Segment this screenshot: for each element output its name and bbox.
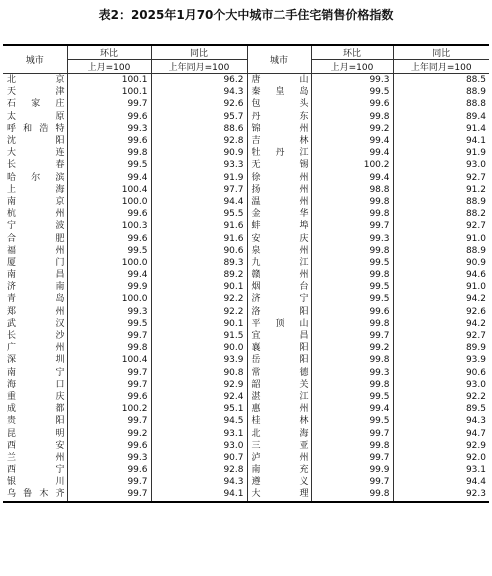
mom-right-cell: 99.6	[311, 306, 393, 318]
yoy-right-cell: 93.0	[465, 160, 486, 171]
mom-left-cell: 100.3	[67, 220, 151, 232]
city-left-cell: 乌鲁木齐	[3, 488, 67, 501]
table-row	[3, 111, 489, 123]
yoy-right-cell: 94.6	[465, 270, 486, 281]
mom-left-cell: 99.6	[67, 232, 151, 244]
mom-right-cell: 99.5	[311, 257, 393, 269]
yoy-left-cell: 91.9	[151, 172, 247, 184]
city-right-cell: 金华	[247, 208, 311, 220]
mom-right-cell: 99.8	[311, 440, 393, 452]
table-row	[3, 293, 489, 305]
city-right-cell: 丹东	[247, 111, 311, 123]
mom-left-cell: 99.3	[67, 452, 151, 464]
city-left-cell: 银川	[3, 476, 67, 488]
city-right-cell: 大理	[247, 488, 311, 501]
city-right-cell: 遵义	[247, 476, 311, 488]
mom-left-cell: 99.6	[67, 440, 151, 452]
city-right-cell: 洛阳	[247, 306, 311, 318]
city-right-cell: 唐山	[247, 74, 311, 87]
city-left-cell: 哈尔滨	[3, 172, 67, 184]
city-right-cell: 宜昌	[247, 330, 311, 342]
yoy-base-right: 上年同月=100	[393, 60, 489, 74]
mom-right-cell: 99.2	[311, 123, 393, 135]
city-right-cell: 无锡	[247, 159, 311, 171]
city-left-cell: 北京	[3, 74, 67, 87]
mom-left-cell: 99.6	[67, 111, 151, 123]
yoy-left-cell: 92.8	[151, 135, 247, 147]
city-right-cell: 烟台	[247, 281, 311, 293]
city-left-cell: 杭州	[3, 208, 67, 220]
mom-left-cell: 100.2	[67, 403, 151, 415]
yoy-right-cell: 93.1	[465, 465, 486, 476]
mom-left-cell: 99.6	[67, 464, 151, 476]
yoy-right-cell: 88.9	[465, 245, 486, 256]
mom-right-cell: 99.8	[311, 196, 393, 208]
city-left-cell: 南昌	[3, 269, 67, 281]
mom-left-cell: 99.5	[67, 159, 151, 171]
city-right-cell: 三亚	[247, 440, 311, 452]
yoy-left-cell: 94.3	[151, 476, 247, 488]
yoy-right-cell: 91.4	[465, 123, 486, 134]
city-left-cell: 重庆	[3, 391, 67, 403]
table-row	[3, 172, 489, 184]
yoy-right-cell: 92.6	[465, 306, 486, 317]
mom-header-left: 环比	[67, 45, 151, 60]
table-row	[3, 464, 489, 476]
yoy-right-cell: 88.9	[465, 196, 486, 207]
mom-base-left: 上月=100	[67, 60, 151, 74]
mom-left-cell: 99.3	[67, 306, 151, 318]
city-left-cell: 宁波	[3, 220, 67, 232]
mom-right-cell: 99.5	[311, 86, 393, 98]
mom-right-cell: 99.2	[311, 342, 393, 354]
yoy-left-cell: 91.5	[151, 330, 247, 342]
city-right-cell: 锦州	[247, 123, 311, 135]
city-left-cell: 济南	[3, 281, 67, 293]
mom-right-cell: 99.3	[311, 74, 393, 87]
yoy-left-cell: 93.9	[151, 354, 247, 366]
city-right-cell: 泸州	[247, 452, 311, 464]
mom-right-cell: 99.8	[311, 488, 393, 501]
mom-left-cell: 99.4	[67, 172, 151, 184]
mom-header-right: 环比	[311, 45, 393, 60]
city-left-cell: 西安	[3, 440, 67, 452]
table-row	[3, 98, 489, 110]
city-left-cell: 兰州	[3, 452, 67, 464]
mom-right-cell: 99.4	[311, 147, 393, 159]
mom-left-cell: 99.5	[67, 245, 151, 257]
yoy-right-cell: 91.0	[465, 282, 486, 293]
yoy-left-cell: 90.6	[151, 245, 247, 257]
yoy-right-cell: 91.0	[465, 233, 486, 244]
city-left-cell: 长春	[3, 159, 67, 171]
yoy-right-cell: 89.5	[465, 404, 486, 415]
city-right-cell: 惠州	[247, 403, 311, 415]
city-left-cell: 天津	[3, 86, 67, 98]
yoy-left-cell: 92.2	[151, 306, 247, 318]
yoy-right-cell: 89.4	[465, 111, 486, 122]
yoy-left-cell: 93.0	[151, 440, 247, 452]
mom-base-right: 上月=100	[311, 60, 393, 74]
city-right-cell: 安庆	[247, 232, 311, 244]
city-right-cell: 包头	[247, 98, 311, 110]
mom-left-cell: 99.7	[67, 379, 151, 391]
mom-right-cell: 99.8	[311, 111, 393, 123]
city-left-cell: 南宁	[3, 367, 67, 379]
table-title: 表2：2025年1月70个大中城市二手住宅销售价格指数	[98, 8, 394, 22]
yoy-left-cell: 90.9	[151, 147, 247, 159]
table-row	[3, 452, 489, 464]
mom-right-cell: 99.4	[311, 172, 393, 184]
mom-right-cell: 99.8	[311, 245, 393, 257]
table-row	[3, 208, 489, 220]
yoy-right-cell: 89.9	[465, 343, 486, 354]
city-left-cell: 呼和浩特	[3, 123, 67, 135]
table-row	[3, 269, 489, 281]
yoy-right-cell: 94.2	[465, 294, 486, 305]
city-left-cell: 昆明	[3, 427, 67, 439]
city-right-cell: 泉州	[247, 245, 311, 257]
mom-right-cell: 99.8	[311, 269, 393, 281]
mom-right-cell: 99.5	[311, 293, 393, 305]
yoy-left-cell: 94.3	[151, 86, 247, 98]
yoy-left-cell: 88.6	[151, 123, 247, 135]
yoy-right-cell: 88.2	[465, 209, 486, 220]
yoy-right-cell: 88.9	[465, 87, 486, 98]
city-right-cell: 扬州	[247, 184, 311, 196]
yoy-left-cell: 92.8	[151, 464, 247, 476]
city-header-left: 城市	[3, 45, 67, 74]
mom-left-cell: 99.9	[67, 281, 151, 293]
city-left-cell: 福州	[3, 245, 67, 257]
city-left-cell: 青岛	[3, 293, 67, 305]
yoy-right-cell: 88.8	[465, 99, 486, 110]
yoy-right-cell: 90.6	[465, 367, 486, 378]
yoy-right-cell: 88.5	[465, 75, 486, 86]
city-left-cell: 合肥	[3, 232, 67, 244]
table-row	[3, 367, 489, 379]
city-right-cell: 赣州	[247, 269, 311, 281]
yoy-right-cell: 93.0	[465, 379, 486, 390]
yoy-left-cell: 92.2	[151, 293, 247, 305]
table-body	[3, 74, 489, 502]
yoy-left-cell: 95.7	[151, 111, 247, 123]
city-left-cell: 海口	[3, 379, 67, 391]
table-row	[3, 318, 489, 330]
yoy-right-cell: 92.7	[465, 331, 486, 342]
table-row	[3, 379, 489, 391]
city-left-cell: 成都	[3, 403, 67, 415]
table-row	[3, 245, 489, 257]
mom-left-cell: 99.6	[67, 135, 151, 147]
city-right-cell: 岳阳	[247, 354, 311, 366]
yoy-left-cell: 92.4	[151, 391, 247, 403]
city-left-cell: 石家庄	[3, 98, 67, 110]
table-row	[3, 86, 489, 98]
mom-left-cell: 99.6	[67, 208, 151, 220]
table-row	[3, 476, 489, 488]
table-row	[3, 488, 489, 501]
mom-left-cell: 99.7	[67, 98, 151, 110]
table-row	[3, 159, 489, 171]
city-right-cell: 常德	[247, 367, 311, 379]
city-right-cell: 秦皇岛	[247, 86, 311, 98]
mom-right-cell: 99.7	[311, 330, 393, 342]
yoy-right-cell: 92.7	[465, 221, 486, 232]
mom-left-cell: 100.1	[67, 86, 151, 98]
yoy-left-cell: 94.4	[151, 196, 247, 208]
mom-right-cell: 99.5	[311, 415, 393, 427]
yoy-right-cell: 91.2	[465, 184, 486, 195]
mom-left-cell: 99.7	[67, 488, 151, 501]
yoy-left-cell: 90.1	[151, 318, 247, 330]
yoy-header-right: 同比	[393, 45, 489, 60]
yoy-left-cell: 94.5	[151, 415, 247, 427]
yoy-right-cell: 94.2	[465, 318, 486, 329]
yoy-right-cell: 92.7	[465, 172, 486, 183]
city-right-cell: 桂林	[247, 415, 311, 427]
yoy-header-left: 同比	[151, 45, 247, 60]
mom-left-cell: 99.4	[67, 269, 151, 281]
mom-left-cell: 100.0	[67, 257, 151, 269]
yoy-left-cell: 93.1	[151, 427, 247, 439]
mom-right-cell: 99.7	[311, 452, 393, 464]
mom-right-cell: 98.8	[311, 184, 393, 196]
table-row	[3, 354, 489, 366]
mom-right-cell: 100.2	[311, 159, 393, 171]
city-right-cell: 韶关	[247, 379, 311, 391]
mom-left-cell: 99.8	[67, 342, 151, 354]
table-row	[3, 123, 489, 135]
table-row	[3, 403, 489, 415]
city-right-cell: 徐州	[247, 172, 311, 184]
mom-left-cell: 99.7	[67, 415, 151, 427]
table-row	[3, 196, 489, 208]
mom-right-cell: 99.3	[311, 232, 393, 244]
yoy-right-cell: 92.2	[465, 391, 486, 402]
city-right-cell: 南充	[247, 464, 311, 476]
table-row	[3, 184, 489, 196]
city-left-cell: 上海	[3, 184, 67, 196]
mom-right-cell: 99.8	[311, 208, 393, 220]
city-right-cell: 湛江	[247, 391, 311, 403]
mom-right-cell: 99.4	[311, 135, 393, 147]
yoy-right-cell: 94.3	[465, 416, 486, 427]
yoy-left-cell: 89.3	[151, 257, 247, 269]
mom-left-cell: 99.7	[67, 476, 151, 488]
yoy-left-cell: 90.0	[151, 342, 247, 354]
mom-right-cell: 99.5	[311, 281, 393, 293]
city-right-cell: 济宁	[247, 293, 311, 305]
mom-right-cell: 99.4	[311, 403, 393, 415]
mom-right-cell: 99.9	[311, 464, 393, 476]
city-left-cell: 长沙	[3, 330, 67, 342]
city-right-cell: 北海	[247, 427, 311, 439]
table-row	[3, 74, 489, 87]
city-right-cell: 九江	[247, 257, 311, 269]
mom-left-cell: 99.3	[67, 123, 151, 135]
yoy-right-cell: 90.9	[465, 257, 486, 268]
yoy-left-cell: 91.6	[151, 232, 247, 244]
yoy-base-left: 上年同月=100	[151, 60, 247, 74]
yoy-right-cell: 92.3	[393, 488, 489, 501]
yoy-left-cell: 96.2	[151, 74, 247, 87]
yoy-right-cell: 92.9	[465, 440, 486, 451]
table-row	[3, 330, 489, 342]
yoy-left-cell: 95.5	[151, 208, 247, 220]
mom-left-cell: 100.0	[67, 293, 151, 305]
mom-left-cell: 99.2	[67, 427, 151, 439]
yoy-right-cell: 94.1	[465, 136, 486, 147]
yoy-right-cell: 91.9	[465, 148, 486, 159]
mom-right-cell: 99.7	[311, 220, 393, 232]
city-left-cell: 大连	[3, 147, 67, 159]
yoy-left-cell: 92.9	[151, 379, 247, 391]
city-left-cell: 沈阳	[3, 135, 67, 147]
mom-left-cell: 100.1	[67, 74, 151, 87]
city-right-cell: 吉林	[247, 135, 311, 147]
mom-right-cell: 99.5	[311, 391, 393, 403]
yoy-left-cell: 90.8	[151, 367, 247, 379]
mom-left-cell: 99.7	[67, 330, 151, 342]
table-row	[3, 306, 489, 318]
mom-left-cell: 99.5	[67, 318, 151, 330]
table-row	[3, 135, 489, 147]
city-left-cell: 广州	[3, 342, 67, 354]
mom-left-cell: 99.8	[67, 147, 151, 159]
city-left-cell: 太原	[3, 111, 67, 123]
city-left-cell: 厦门	[3, 257, 67, 269]
yoy-left-cell: 89.2	[151, 269, 247, 281]
yoy-left-cell: 94.1	[151, 488, 247, 501]
table-row	[3, 415, 489, 427]
yoy-left-cell: 97.7	[151, 184, 247, 196]
table-row	[3, 281, 489, 293]
mom-left-cell: 100.4	[67, 354, 151, 366]
table-row	[3, 220, 489, 232]
table-row	[3, 427, 489, 439]
city-right-cell: 蚌埠	[247, 220, 311, 232]
city-right-cell: 襄阳	[247, 342, 311, 354]
city-right-cell: 温州	[247, 196, 311, 208]
mom-right-cell: 99.3	[311, 367, 393, 379]
table-row	[3, 342, 489, 354]
yoy-right-cell: 94.7	[465, 428, 486, 439]
yoy-right-cell: 94.4	[465, 477, 486, 488]
mom-right-cell: 99.7	[311, 427, 393, 439]
city-left-cell: 贵阳	[3, 415, 67, 427]
table-row	[3, 232, 489, 244]
yoy-right-cell: 92.0	[465, 452, 486, 463]
city-left-cell: 郑州	[3, 306, 67, 318]
yoy-left-cell: 92.6	[151, 98, 247, 110]
yoy-left-cell: 93.3	[151, 159, 247, 171]
city-left-cell: 深圳	[3, 354, 67, 366]
table-row	[3, 440, 489, 452]
yoy-left-cell: 90.1	[151, 281, 247, 293]
city-right-cell: 平顶山	[247, 318, 311, 330]
mom-right-cell: 99.8	[311, 318, 393, 330]
yoy-left-cell: 95.1	[151, 403, 247, 415]
mom-left-cell: 99.6	[67, 391, 151, 403]
yoy-left-cell: 90.7	[151, 452, 247, 464]
table-row	[3, 147, 489, 159]
city-left-cell: 南京	[3, 196, 67, 208]
mom-left-cell: 99.7	[67, 367, 151, 379]
table-row	[3, 257, 489, 269]
mom-left-cell: 100.4	[67, 184, 151, 196]
yoy-left-cell: 91.6	[151, 220, 247, 232]
price-index-table	[3, 44, 489, 503]
mom-right-cell: 99.7	[311, 476, 393, 488]
mom-left-cell: 100.0	[67, 196, 151, 208]
table-row	[3, 391, 489, 403]
mom-right-cell: 99.6	[311, 98, 393, 110]
city-left-cell: 西宁	[3, 464, 67, 476]
yoy-right-cell: 93.9	[465, 355, 486, 366]
mom-right-cell: 99.8	[311, 379, 393, 391]
city-left-cell: 武汉	[3, 318, 67, 330]
mom-right-cell: 99.8	[311, 354, 393, 366]
city-right-cell: 牡丹江	[247, 147, 311, 159]
city-header-right: 城市	[247, 45, 311, 74]
